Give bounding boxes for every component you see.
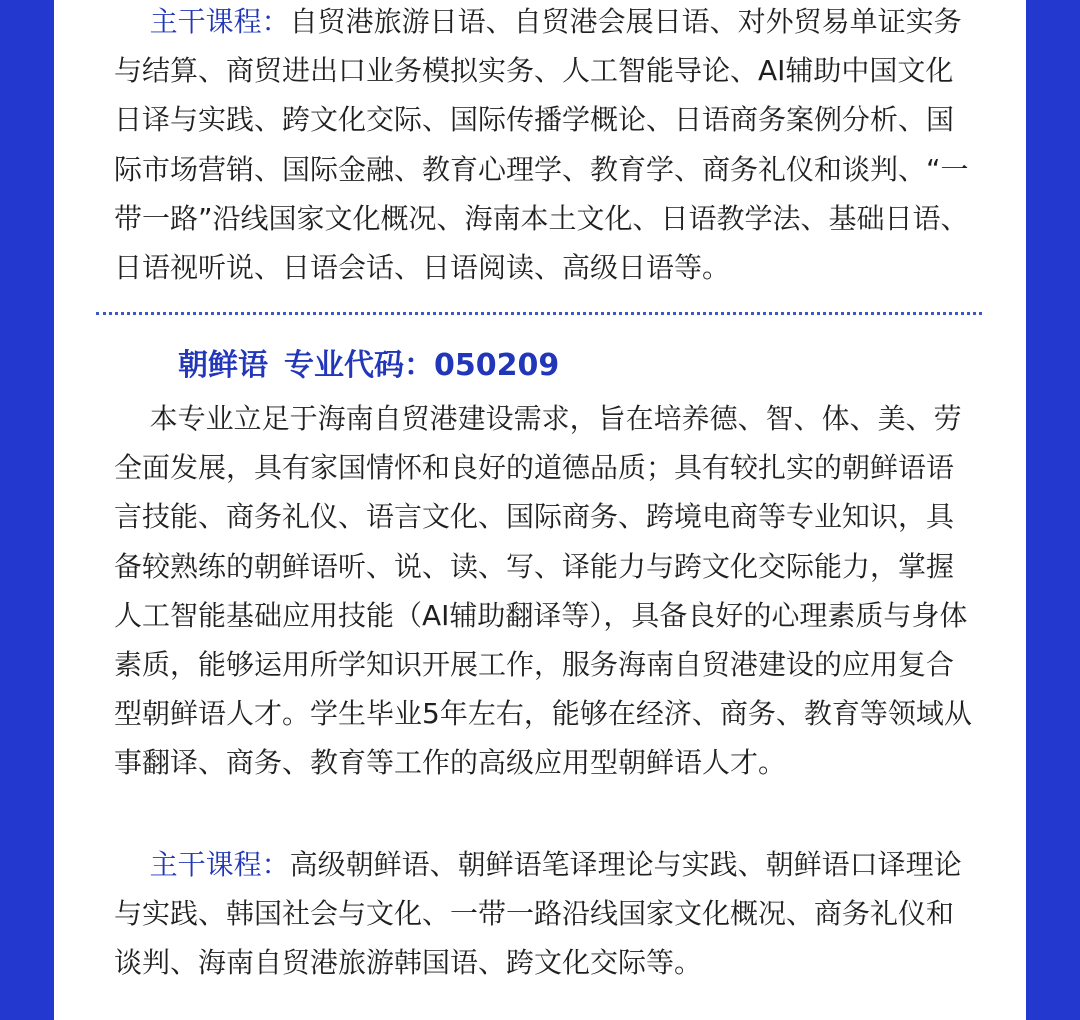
major-name: 朝鲜语 (178, 348, 268, 383)
main-courses-label: 主干课程： (149, 848, 290, 881)
main-courses-text: 自贸港旅游日语、自贸港会展日语、对外贸易单证实务与结算、商贸进出口业务模拟实务、人工智能导论、AI辅助中国文化日译与实践、跨文化交际、国际传播学概论、日语商务案例分析、国际市场营销、国际金融、教育心理学、教育学、商务礼仪和谈判、“一带一路”沿线国家文化概况、海南本土文化、日语教学法、基础日语、日语视听说、日语会话、日语阅读、高级日语等。 (114, 5, 969, 285)
japanese-main-courses (114, 0, 974, 292)
main-courses-text: 高级朝鲜语、朝鲜语笔译理论与实践、朝鲜语口译理论与实践、韩国社会与文化、一带一路沿线国家文化概况、商务礼仪和谈判、海南自贸港旅游韩国语、跨文化交际等。 (114, 848, 962, 980)
major-code: 专业代码：050209 (284, 348, 560, 383)
major-heading-korean (178, 344, 559, 388)
main-courses-label: 主干课程： (149, 5, 290, 38)
content-card (54, 0, 1026, 1020)
korean-main-courses (114, 840, 974, 988)
korean-description (114, 394, 974, 788)
section-divider (96, 312, 982, 315)
description-text: 本专业立足于海南自贸港建设需求，旨在培养德、智、体、美、劳全面发展，具有家国情怀和良好的道德品质；具有较扎实的朝鲜语语言技能、商务礼仪、语言文化、国际商务、跨境电商等专业知识，具备较熟练的朝鲜语听、说、读、写、译能力与跨文化交际能力，掌握人工智能基础应用技能（AI辅助翻译等），具备良好的心理素质与身体素质，能够运用所学知识开展工作，服务海南自贸港建设的应用复合型朝鲜语人才。学生毕业5年左右，能够在经济、商务、教育等领域从事翻译、商务、教育等工作的高级应用型朝鲜语人才。 (114, 402, 972, 780)
